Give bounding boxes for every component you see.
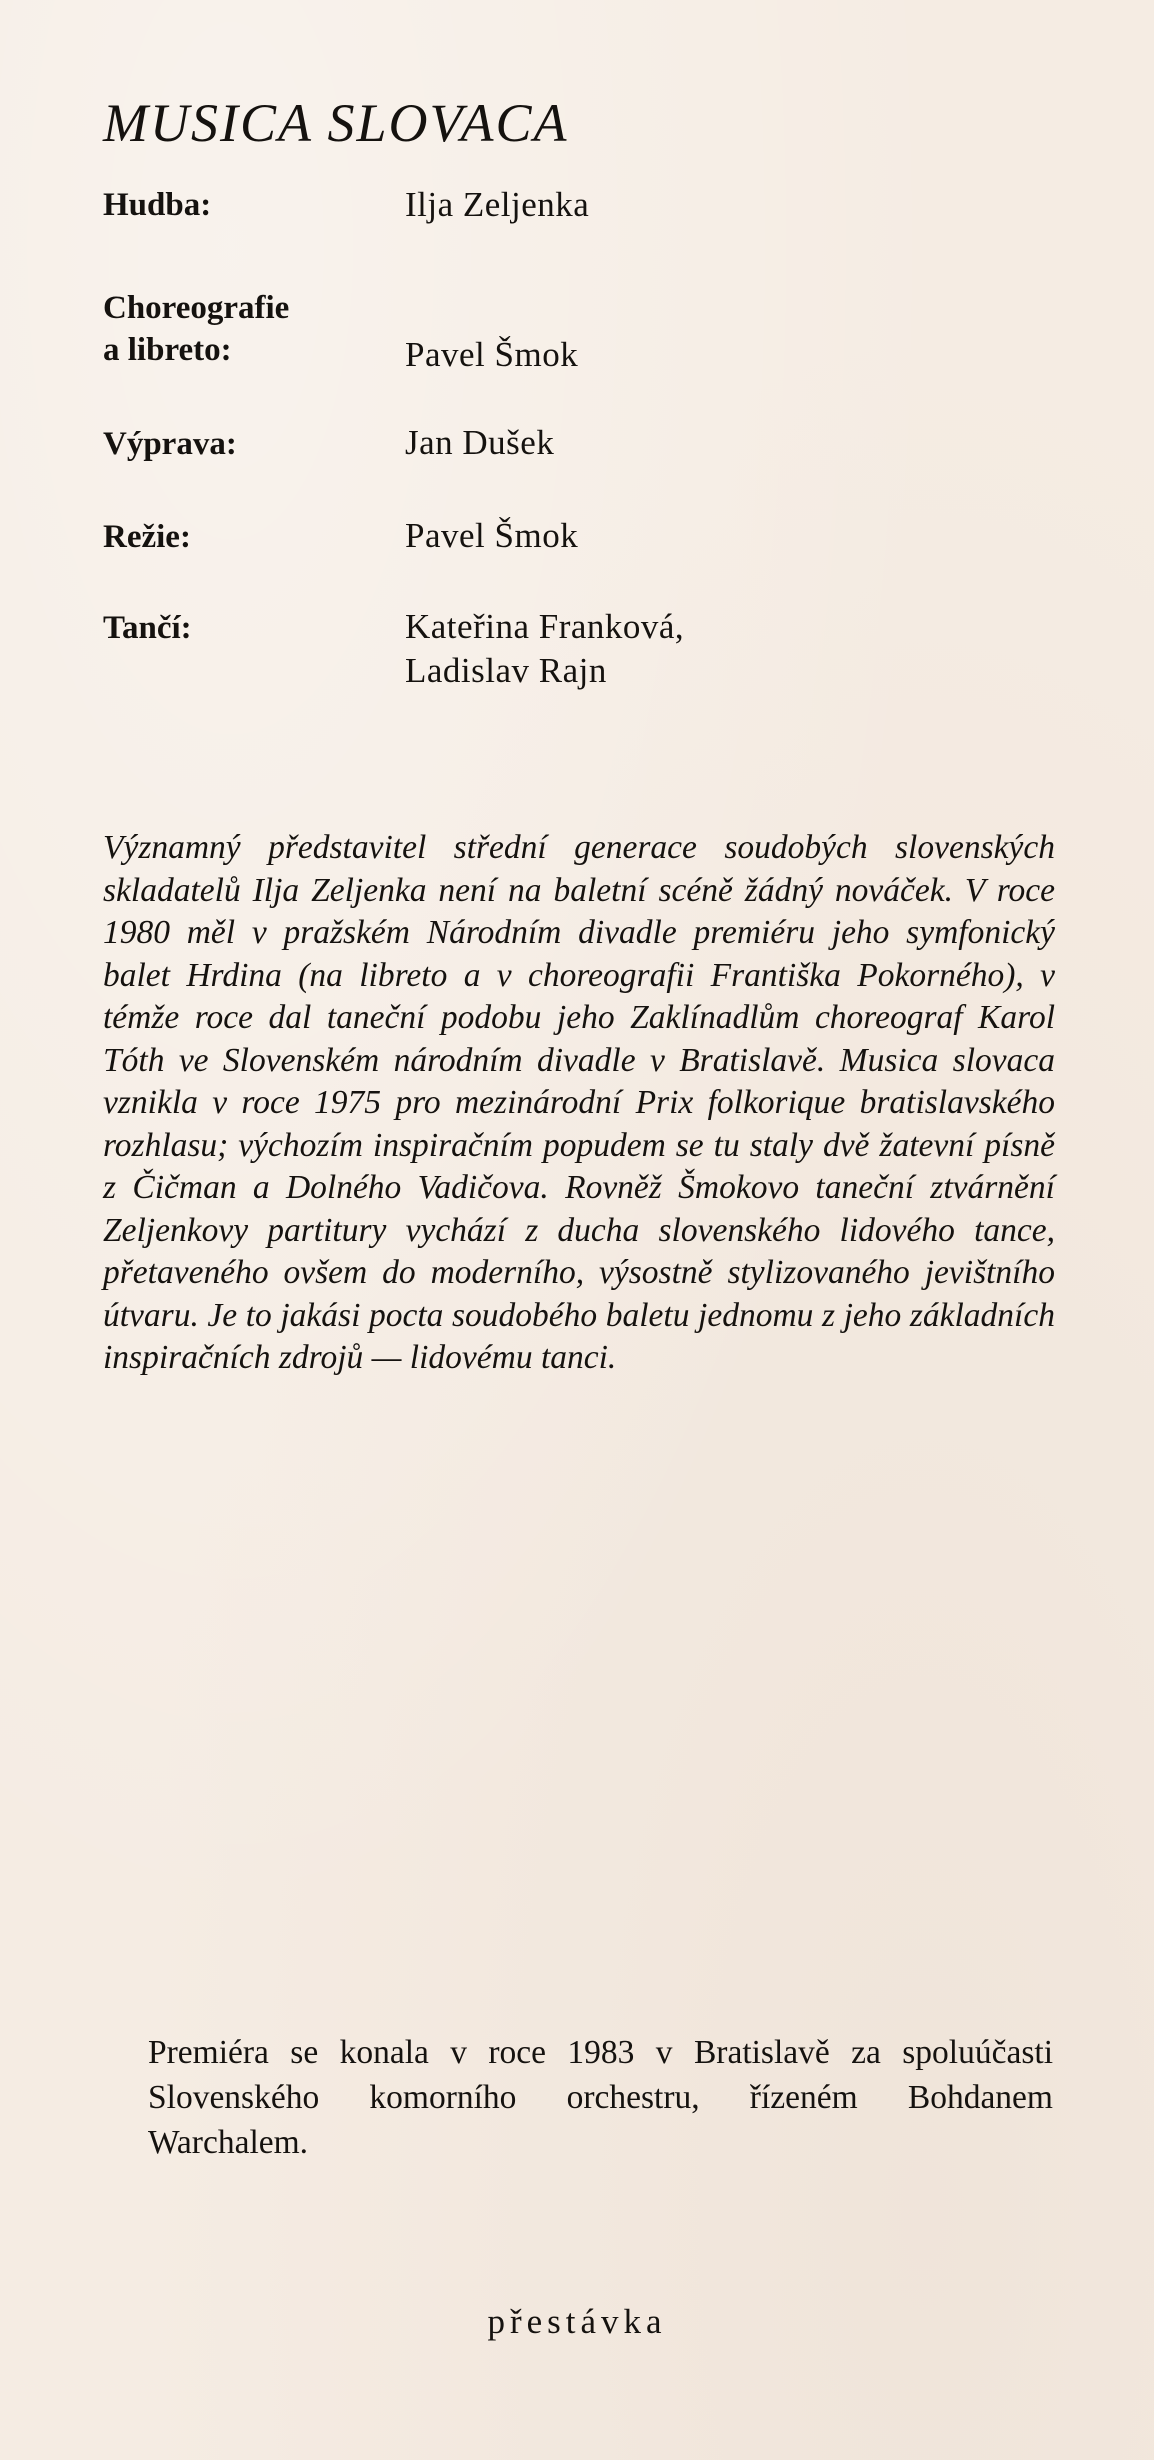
- credit-label-dancers: Tančí:: [103, 610, 192, 646]
- description-paragraph: Významný představitel střední generace soudobých slovenských skladatelů Ilja Zeljenka není na baletní scéně žádný nováček. V roce 1980 měl v pražském Národním divadle premiéru jeho symfonický balet Hrdina (na libreto a v choreografii Františka Pokorného), v témže roce dal taneční podobu jeho Zaklínadlům choreograf Karol Tóth ve Slovenském národním divadle v Bratislavě. Musica slovaca vznikla v roce 1975 pro mezinárodní Prix folkorique bratislavského rozhlasu; výchozím inspiračním popudem se tu staly dvě žatevní písně z Čičman a Dolného Vadičova. Rovněž Šmokovo taneční ztvárnění Zeljenkovy partitury vychází z ducha slovenského lidového tance, přetaveného ovšem do moderního, výsostně stylizovaného jevištního útvaru. Je to jakási pocta soudobého baletu jednomu z jeho základních inspiračních zdrojů — lidovému tanci.: [103, 829, 1055, 1376]
- show-through-decoration: [720, 130, 731, 181]
- page-title: MUSICA SLOVACA: [103, 93, 569, 153]
- premiere-note: Premiéra se konala v roce 1983 v Bratislavě za spoluúčasti Slovenského komorního orchestru, řízeném Bohdanem Warchalem.: [148, 2034, 1053, 2161]
- credit-label-direction: Režie:: [103, 519, 191, 555]
- credit-value-choreography: Pavel Šmok: [405, 335, 579, 374]
- credit-label-design: Výprava:: [103, 426, 237, 462]
- credit-value-design: Jan Dušek: [405, 423, 555, 462]
- credit-value-dancers: Kateřina Franková, Ladislav Rajn: [405, 607, 685, 690]
- credit-label-music: Hudba:: [103, 187, 212, 223]
- credit-value-direction: Pavel Šmok: [405, 516, 579, 555]
- intermission-label: přestávka: [487, 2302, 667, 2341]
- credit-value-music: Ilja Zeljenka: [405, 185, 590, 224]
- credit-label-choreography: Choreografie a libreto:: [103, 290, 290, 368]
